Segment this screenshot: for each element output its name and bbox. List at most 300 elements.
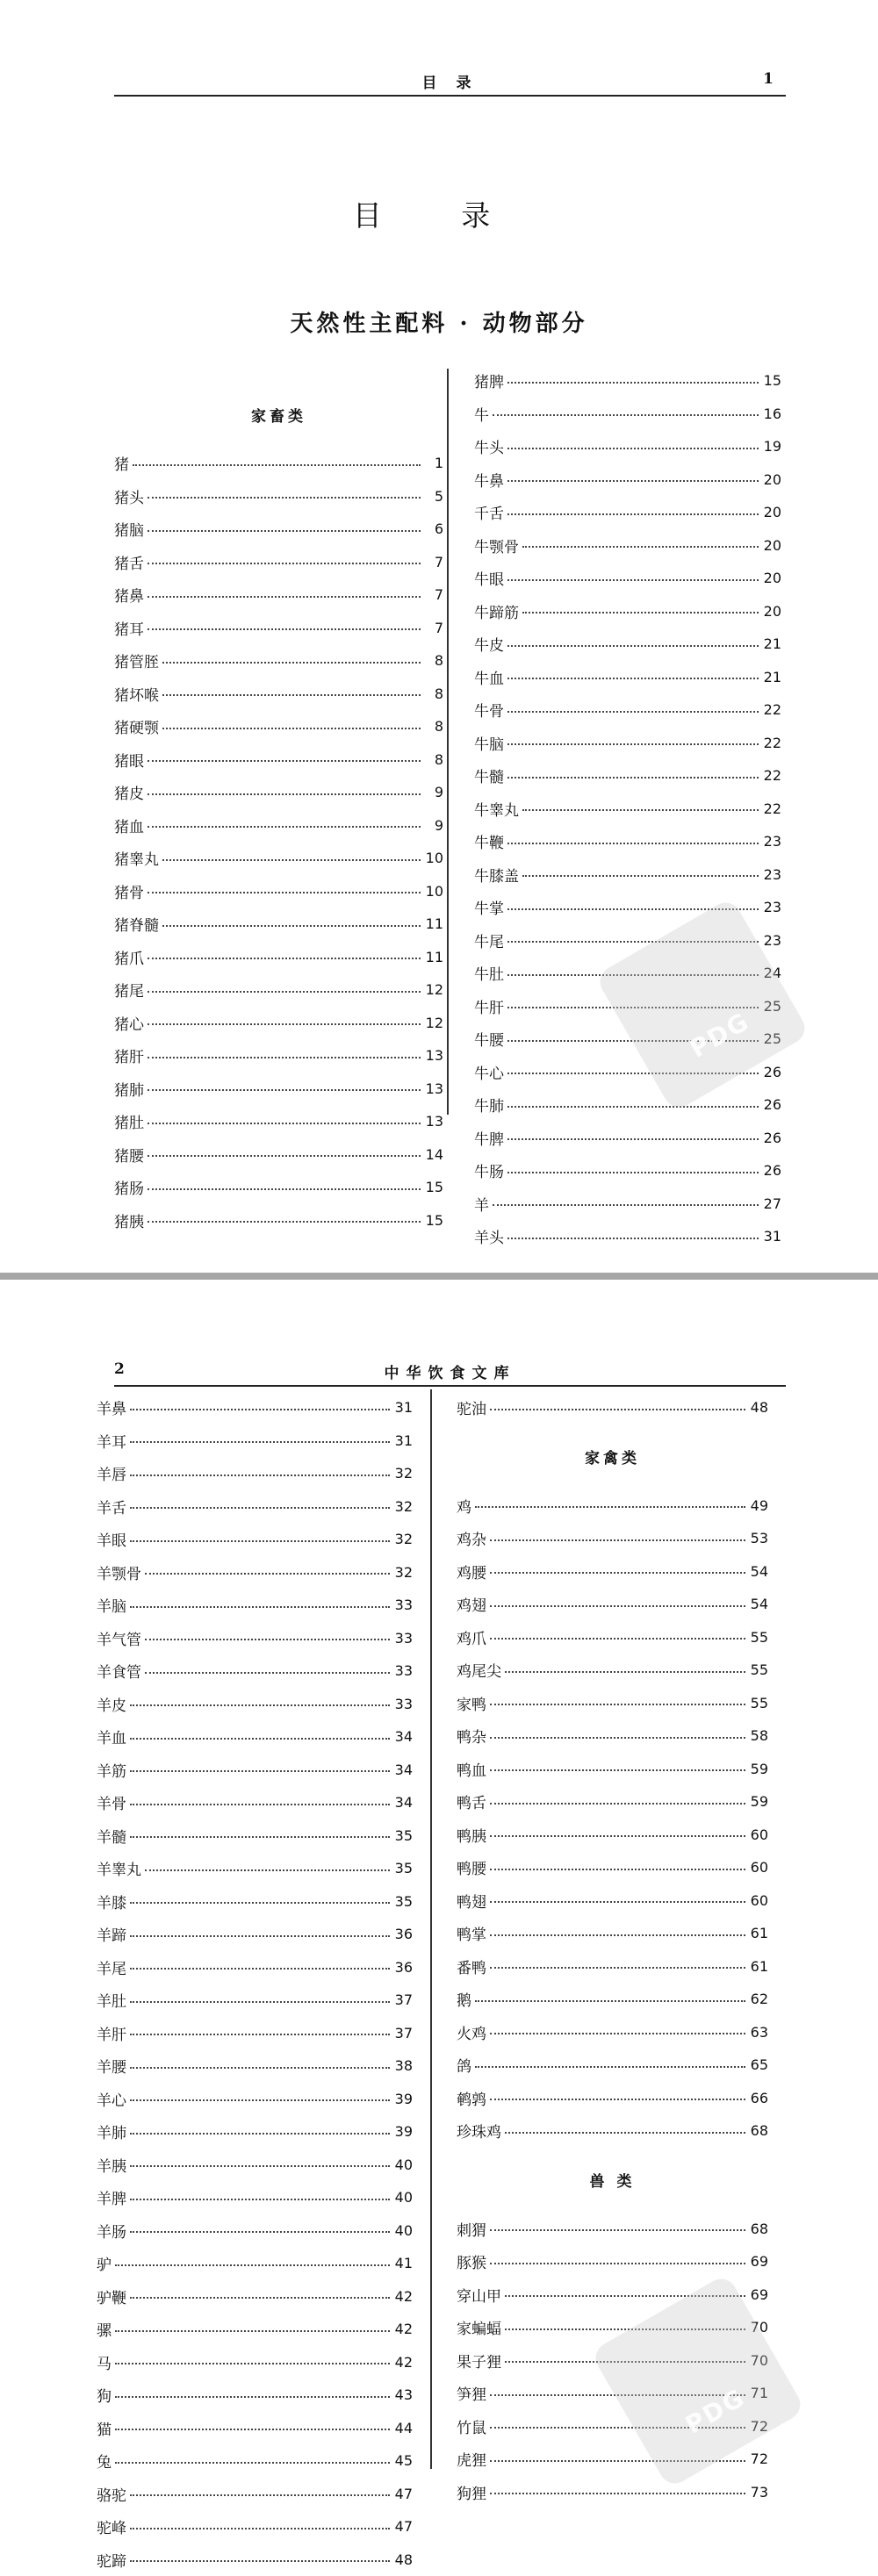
- dot-leader: [148, 826, 421, 828]
- toc-entry-page: 69: [749, 2253, 768, 2270]
- toc-entry-page: 70: [749, 2319, 768, 2336]
- toc-entry: [457, 1950, 768, 1984]
- dot-leader: [507, 513, 759, 515]
- toc-entry: [97, 1754, 413, 1787]
- toc-entry: [457, 1753, 768, 1786]
- toc-entry-page: 11: [424, 949, 443, 965]
- toc-entry-name: 鹌鹑: [457, 2087, 486, 2109]
- dot-leader: [490, 1704, 745, 1705]
- toc-entry-name: 牛眼: [474, 567, 504, 589]
- toc-entry: [114, 578, 443, 612]
- toc-entry-name: 羊颚骨: [97, 1561, 141, 1583]
- section-heading-beast: 兽 类: [457, 2148, 768, 2213]
- dot-leader: [507, 678, 759, 679]
- toc-entry-name: 牛腰: [474, 1028, 504, 1050]
- watermark-text: PDG: [644, 983, 795, 1087]
- toc-entry-name: 羊唇: [97, 1462, 126, 1484]
- dot-leader: [475, 2066, 745, 2068]
- toc-entry: [114, 973, 443, 1007]
- dot-leader: [148, 1155, 421, 1157]
- toc-entry-page: 24: [762, 965, 781, 981]
- toc-entry-page: 62: [749, 1991, 768, 2007]
- toc-entry: [97, 2478, 413, 2511]
- dot-leader: [475, 1506, 745, 1508]
- toc-entry: [114, 1039, 443, 1073]
- dot-leader: [490, 1835, 745, 1837]
- toc-entry-name: 羊舌: [97, 1496, 126, 1518]
- toc-entry: [114, 612, 443, 645]
- toc-entry-name: 牛脑: [474, 732, 504, 754]
- toc-entry-page: 22: [762, 767, 781, 784]
- toc-entry-name: 羊气管: [97, 1627, 141, 1649]
- toc-entry-name: 牛头: [474, 435, 504, 457]
- dot-leader: [162, 859, 421, 861]
- toc-entry-page: 21: [762, 635, 781, 652]
- toc-entry-name: 驴鞭: [97, 2285, 126, 2307]
- running-header: [114, 1359, 786, 1387]
- toc-entry: [97, 2544, 413, 2576]
- toc-entry-name: 牛骨: [474, 699, 504, 721]
- toc-entry: [97, 1688, 413, 1721]
- toc-entry-page: 19: [762, 438, 781, 455]
- toc-entry-page: 15: [424, 1179, 443, 1195]
- toc-entry-name: 羊胰: [97, 2154, 126, 2176]
- toc-entry-name: 豚猴: [457, 2250, 486, 2272]
- toc-entry-name: 猪坏喉: [114, 683, 159, 705]
- toc-entry-name: 马: [97, 2351, 112, 2373]
- toc-entry-page: 40: [393, 2156, 413, 2173]
- toc-list: [457, 1391, 768, 1424]
- toc-entry-name: 羊睾丸: [97, 1857, 141, 1879]
- toc-entry-page: 35: [393, 1827, 413, 1844]
- dot-leader: [490, 1901, 745, 1903]
- toc-entry-name: 鸭杂: [457, 1725, 486, 1747]
- toc-entry-name: 羊脑: [97, 1594, 126, 1616]
- dot-leader: [148, 958, 421, 959]
- toc-entry-page: 31: [393, 1399, 413, 1416]
- toc-entry: [474, 1122, 781, 1155]
- toc-entry: [97, 2247, 413, 2280]
- toc-entry-page: 16: [762, 405, 781, 422]
- toc-entry-name: 牛鼻: [474, 469, 504, 491]
- toc-entry-page: 9: [424, 784, 443, 800]
- toc-entry-page: 59: [749, 1793, 768, 1810]
- toc-entry-name: 牛血: [474, 666, 504, 688]
- toc-entry: [474, 759, 781, 793]
- toc-entry: [97, 1918, 413, 1951]
- dot-leader: [130, 2528, 390, 2529]
- toc-entry: [457, 2245, 768, 2278]
- dot-leader: [130, 1606, 390, 1608]
- dot-leader: [490, 2263, 745, 2264]
- section-heading: 家畜类: [114, 382, 443, 447]
- dot-leader: [490, 1869, 745, 1870]
- toc-entry-page: 20: [762, 504, 781, 520]
- dot-leader: [507, 1106, 759, 1108]
- toc-entry: [97, 2214, 413, 2248]
- toc-list: [97, 1391, 413, 2576]
- dot-leader: [130, 2199, 390, 2200]
- toc-entry: [474, 858, 781, 892]
- toc-entry-name: 羊耳: [97, 1430, 126, 1452]
- toc-entry-name: 鸭翅: [457, 1890, 486, 1912]
- dot-leader: [162, 925, 421, 927]
- dot-leader: [507, 777, 759, 779]
- page-separator: [0, 1273, 878, 1280]
- toc-entry: [97, 1951, 413, 1984]
- toc-entry-page: 72: [749, 2450, 768, 2467]
- dot-leader: [507, 1172, 759, 1173]
- watermark-text: PDG: [640, 2359, 791, 2464]
- dot-leader: [148, 1089, 421, 1091]
- toc-entry: [97, 2149, 413, 2182]
- toc-entry-name: 牛膝盖: [474, 864, 519, 886]
- toc-entry: [457, 1687, 768, 1720]
- toc-entry: [97, 1819, 413, 1853]
- toc-entry-name: 牛皮: [474, 633, 504, 655]
- page-title: 目 录: [0, 193, 878, 234]
- toc-entry: [97, 1589, 413, 1622]
- dot-leader: [148, 1023, 421, 1025]
- dot-leader: [522, 875, 759, 877]
- toc-entry-page: 33: [393, 1696, 413, 1712]
- dot-leader: [130, 1441, 390, 1443]
- dot-leader: [490, 1605, 745, 1607]
- dot-leader: [130, 2034, 390, 2035]
- dot-leader: [162, 728, 421, 729]
- toc-entry-name: 猪皮: [114, 781, 144, 803]
- toc-entry-page: 69: [749, 2286, 768, 2303]
- toc-entry-page: 54: [749, 1596, 768, 1612]
- toc-entry-name: 猪头: [114, 485, 144, 507]
- toc-entry-name: 羊: [474, 1193, 489, 1215]
- dot-leader: [148, 497, 421, 499]
- dot-leader: [505, 1671, 745, 1673]
- toc-entry: [97, 2181, 413, 2214]
- toc-entry-page: 23: [762, 866, 781, 883]
- toc-column-left: [97, 1391, 413, 2576]
- dot-leader: [507, 711, 759, 713]
- dot-leader: [490, 1409, 745, 1410]
- toc-entry-name: 千舌: [474, 501, 504, 523]
- toc-entry-name: 果子狸: [457, 2350, 501, 2371]
- dot-leader: [148, 793, 421, 795]
- toc-entry-name: 猪胰: [114, 1209, 144, 1231]
- dot-leader: [148, 1123, 421, 1124]
- dot-leader: [130, 1968, 390, 1970]
- toc-entry-name: 虎狸: [457, 2448, 486, 2470]
- toc-entry-name: 羊筋: [97, 1759, 126, 1781]
- toc-entry-page: 31: [393, 1432, 413, 1449]
- column-divider: [430, 1389, 432, 2469]
- toc-entry: [457, 1555, 768, 1589]
- page-subtitle: 天然性主配料 · 动物部分: [0, 305, 878, 338]
- toc-entry: [457, 1851, 768, 1884]
- dot-leader: [507, 382, 759, 384]
- toc-entry: [457, 2476, 768, 2509]
- toc-entry: [457, 2049, 768, 2082]
- toc-entry-page: 21: [762, 669, 781, 685]
- dot-leader: [130, 1804, 390, 1805]
- toc-entry: [114, 546, 443, 579]
- toc-entry-name: 猫: [97, 2417, 112, 2439]
- dot-leader: [130, 1738, 390, 1740]
- toc-entry-name: 鸽: [457, 2054, 471, 2076]
- toc-entry-page: 10: [424, 883, 443, 900]
- dot-leader: [493, 1204, 759, 1206]
- toc-entry-page: 23: [762, 899, 781, 915]
- dot-leader: [522, 612, 759, 614]
- toc-entry-page: 15: [762, 372, 781, 389]
- dot-leader: [130, 1409, 390, 1410]
- dot-leader: [115, 2264, 390, 2266]
- toc-entry-name: 猪脾: [474, 370, 504, 391]
- toc-entry-page: 7: [424, 554, 443, 570]
- toc-column-left: [114, 382, 443, 1237]
- column-divider: [447, 369, 449, 1115]
- toc-entry-name: 鸭血: [457, 1758, 486, 1780]
- toc-entry-page: 20: [762, 570, 781, 586]
- toc-entry-name: 牛肠: [474, 1159, 504, 1181]
- toc-entry-page: 7: [424, 586, 443, 603]
- toc-entry: [474, 463, 781, 497]
- toc-entry-page: 10: [424, 850, 443, 866]
- toc-entry-name: 羊眼: [97, 1528, 126, 1550]
- toc-entry-name: 竹鼠: [457, 2415, 486, 2437]
- toc-entry-name: 羊肺: [97, 2120, 126, 2142]
- toc-entry: [474, 529, 781, 563]
- toc-entry-page: 34: [393, 1728, 413, 1745]
- toc-entry-page: 47: [393, 2486, 413, 2502]
- toc-entry-name: 猪血: [114, 814, 144, 836]
- toc-entry: [97, 2017, 413, 2050]
- dot-leader: [115, 2396, 390, 2398]
- dot-leader: [490, 1934, 745, 1936]
- toc-entry-page: 42: [393, 2354, 413, 2371]
- toc-entry-page: 44: [393, 2420, 413, 2436]
- dot-leader: [130, 2099, 390, 2101]
- toc-entry-page: 59: [749, 1761, 768, 1777]
- header-title: 中华饮食文库: [114, 1360, 786, 1382]
- toc-entry-page: 1: [424, 455, 443, 471]
- toc-entry-page: 68: [749, 2122, 768, 2139]
- dot-leader: [130, 1902, 390, 1904]
- dot-leader: [490, 1803, 745, 1805]
- dot-leader: [115, 2363, 390, 2364]
- toc-entry-name: 牛心: [474, 1061, 504, 1083]
- dot-leader: [130, 1475, 390, 1476]
- toc-entry: [474, 595, 781, 628]
- toc-entry-page: 32: [393, 1465, 413, 1482]
- dot-leader: [145, 1639, 390, 1640]
- dot-leader: [130, 2133, 390, 2135]
- toc-entry-page: 15: [424, 1212, 443, 1229]
- toc-entry-page: 55: [749, 1661, 768, 1678]
- toc-entry: [97, 2510, 413, 2544]
- toc-entry-name: 羊尾: [97, 1956, 126, 1978]
- toc-entry-page: 13: [424, 1047, 443, 1064]
- toc-entry-name: 羊骨: [97, 1791, 126, 1813]
- toc-entry: [474, 1220, 781, 1253]
- dot-leader: [490, 2099, 745, 2100]
- toc-entry: [114, 480, 443, 513]
- toc-entry-page: 26: [762, 1096, 781, 1113]
- toc-entry-name: 猪硬颚: [114, 715, 159, 737]
- toc-entry: [114, 743, 443, 777]
- dot-leader: [130, 2494, 390, 2496]
- dot-leader: [148, 1057, 421, 1058]
- dot-leader: [130, 2231, 390, 2233]
- toc-entry-name: 猪睾丸: [114, 847, 159, 869]
- toc-entry-name: 羊心: [97, 2088, 126, 2110]
- toc-entry: [97, 1885, 413, 1919]
- toc-entry-name: 火鸡: [457, 2021, 486, 2043]
- toc-entry-page: 71: [749, 2385, 768, 2401]
- toc-entry-page: 14: [424, 1146, 443, 1163]
- toc-entry-name: 牛肝: [474, 995, 504, 1017]
- toc-entry-name: 猪爪: [114, 946, 144, 968]
- toc-entry-page: 63: [749, 2024, 768, 2041]
- dot-leader: [507, 448, 759, 449]
- toc-entry: [97, 1391, 413, 1424]
- toc-entry-page: 31: [762, 1228, 781, 1245]
- toc-entry: [114, 1204, 443, 1238]
- dot-leader: [148, 1188, 421, 1190]
- toc-entry-page: 8: [424, 685, 443, 702]
- toc-entry: [114, 513, 443, 546]
- toc-entry-page: 20: [762, 603, 781, 620]
- toc-entry-name: 牛肺: [474, 1094, 504, 1116]
- toc-entry-name: 鸡: [457, 1495, 471, 1517]
- toc-entry-name: 羊肠: [97, 2220, 126, 2242]
- toc-entry: [474, 496, 781, 529]
- toc-entry-name: 刺猬: [457, 2218, 486, 2240]
- toc-list: [457, 1489, 768, 2148]
- toc-entry-page: 53: [749, 1530, 768, 1546]
- dot-leader: [162, 662, 421, 664]
- toc-entry: [114, 1073, 443, 1106]
- toc-entry-name: 羊鼻: [97, 1396, 126, 1418]
- dot-leader: [507, 1238, 759, 1239]
- toc-entry: [114, 875, 443, 908]
- dot-leader: [130, 2001, 390, 2003]
- dot-leader: [148, 628, 421, 630]
- dot-leader: [148, 991, 421, 993]
- toc-entry: [97, 1523, 413, 1556]
- toc-entry-name: 羊头: [474, 1225, 504, 1247]
- toc-entry-name: 猪骨: [114, 880, 144, 902]
- toc-entry-page: 34: [393, 1794, 413, 1811]
- toc-entry: [457, 2213, 768, 2246]
- toc-entry-page: 20: [762, 537, 781, 554]
- toc-entry: [474, 398, 781, 431]
- toc-entry: [457, 1654, 768, 1687]
- toc-entry-page: 37: [393, 2025, 413, 2041]
- toc-entry-name: 羊膝: [97, 1891, 126, 1912]
- toc-entry-page: 5: [424, 488, 443, 505]
- toc-entry: [97, 1852, 413, 1885]
- toc-entry: [457, 1621, 768, 1654]
- toc-entry-page: 8: [424, 751, 443, 768]
- dot-leader: [522, 809, 759, 811]
- toc-entry: [97, 2379, 413, 2412]
- toc-entry-name: 羊皮: [97, 1693, 126, 1715]
- toc-entry: [97, 1622, 413, 1655]
- toc-entry-page: 43: [393, 2386, 413, 2403]
- toc-entry: [97, 2280, 413, 2314]
- toc-entry-name: 羊脾: [97, 2186, 126, 2208]
- toc-entry-page: 54: [749, 1563, 768, 1580]
- toc-entry-page: 32: [393, 1531, 413, 1547]
- toc-entry-page: 60: [749, 1826, 768, 1843]
- toc-entry-name: 牛蹄筋: [474, 600, 519, 622]
- dot-leader: [507, 743, 759, 745]
- dot-leader: [148, 530, 421, 532]
- toc-entry: [97, 1720, 413, 1754]
- toc-entry: [457, 1391, 768, 1424]
- dot-leader: [490, 1737, 745, 1739]
- dot-leader: [148, 892, 421, 893]
- toc-entry-page: 40: [393, 2189, 413, 2206]
- dot-leader: [490, 1572, 745, 1574]
- toc-entry-name: 鸭舌: [457, 1790, 486, 1812]
- toc-entry-name: 牛鞭: [474, 830, 504, 852]
- toc-entry-name: 家鸭: [457, 1692, 486, 1714]
- toc-entry-page: 8: [424, 652, 443, 669]
- dot-leader: [145, 1573, 390, 1575]
- toc-entry-page: 6: [424, 520, 443, 537]
- dot-leader: [490, 1967, 745, 1969]
- section-heading-poultry: 家禽类: [457, 1424, 768, 1489]
- dot-leader: [490, 1638, 745, 1640]
- toc-entry: [457, 2016, 768, 2049]
- dot-leader: [490, 2493, 745, 2494]
- toc-entry-name: 羊腰: [97, 2055, 126, 2077]
- dot-leader: [507, 645, 759, 647]
- toc-entry-page: 66: [749, 2090, 768, 2106]
- toc-entry: [457, 1489, 768, 1523]
- dot-leader: [490, 2229, 745, 2231]
- toc-entry: [97, 2313, 413, 2346]
- toc-entry-page: 26: [762, 1130, 781, 1146]
- toc-entry-page: 42: [393, 2288, 413, 2305]
- toc-entry: [474, 661, 781, 694]
- toc-entry-name: 猪脊髓: [114, 913, 159, 935]
- toc-entry-name: 鸡杂: [457, 1527, 486, 1549]
- toc-entry-name: 猪: [114, 452, 129, 474]
- toc-entry-name: 鸡爪: [457, 1626, 486, 1648]
- toc-entry-page: 25: [762, 1030, 781, 1047]
- toc-entry-page: 23: [762, 932, 781, 949]
- toc-entry: [97, 2049, 413, 2083]
- toc-entry-name: 牛脾: [474, 1127, 504, 1149]
- toc-entry-name: 鸡腰: [457, 1561, 486, 1582]
- toc-entry-name: 骆驼: [97, 2483, 126, 2505]
- dot-leader: [130, 1704, 390, 1706]
- toc-entry-page: 32: [393, 1564, 413, 1581]
- dot-leader: [130, 1507, 390, 1509]
- toc-entry-page: 36: [393, 1959, 413, 1976]
- dot-leader: [145, 1869, 390, 1871]
- toc-entry: [114, 678, 443, 711]
- toc-entry: [474, 727, 781, 760]
- dot-leader: [148, 596, 421, 598]
- toc-entry-page: 8: [424, 718, 443, 735]
- toc-entry-page: 58: [749, 1727, 768, 1744]
- dot-leader: [522, 546, 759, 548]
- toc-entry-page: 41: [393, 2255, 413, 2271]
- toc-entry-page: 22: [762, 800, 781, 817]
